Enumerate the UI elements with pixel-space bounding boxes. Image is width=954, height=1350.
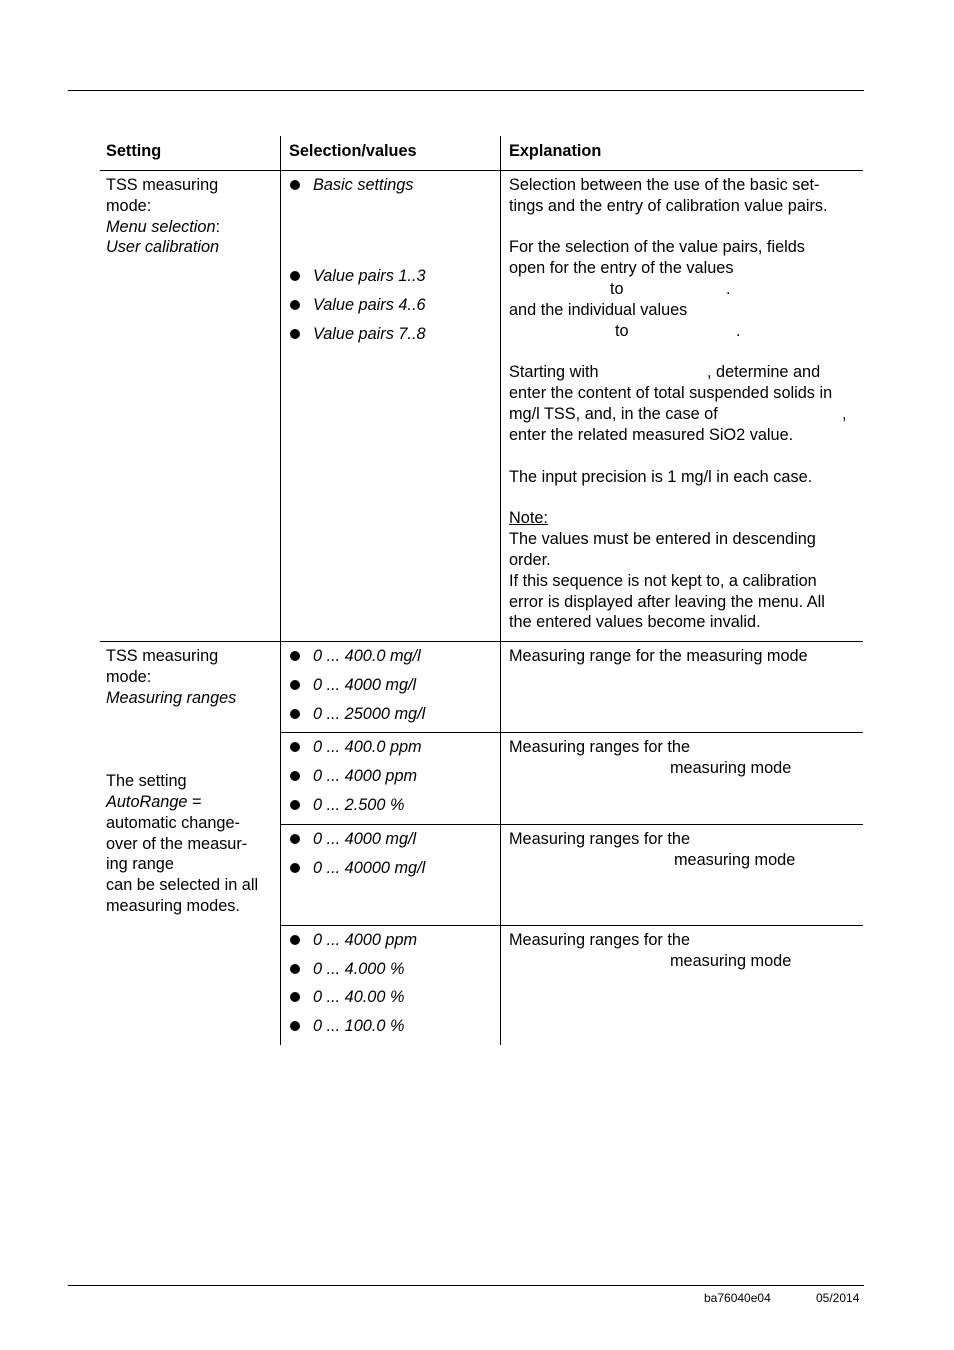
row1-expl-p2-l1: For the selection of the value pairs, fields	[509, 238, 805, 256]
column-header-setting: Setting	[106, 142, 162, 160]
groupA-bullet-1: 0 ... 400.0 mg/l	[313, 647, 421, 665]
autorange-line3: automatic change-	[106, 814, 240, 832]
row1-expl-p1-l2: tings and the entry of calibration value pairs.	[509, 197, 828, 215]
autorange-term: AutoRange	[106, 793, 188, 811]
row1-expl-p3-l2: enter the content of total suspended solids in	[509, 384, 833, 402]
groupA-explanation: Measuring range for the measuring mode	[509, 647, 808, 665]
row1-setting-line3	[106, 217, 220, 238]
row1-expl-p1-l1: Selection between the use of the basic set-	[509, 176, 820, 194]
groupC-explanation-l2: measuring mode	[674, 851, 796, 869]
row1-expl-p3-l1b: , determine and	[707, 363, 821, 381]
menu-selection-colon: :	[215, 218, 221, 236]
groupD-bullet-3: 0 ... 40.00 %	[313, 988, 405, 1006]
row1-expl-p4: The input precision is 1 mg/l in each case.	[509, 468, 813, 486]
row1-bullet-2: Value pairs 1..3	[313, 267, 426, 285]
groupB-divider	[281, 824, 863, 825]
row1-expl-p5-l1: The values must be entered in descending	[509, 530, 816, 548]
bullet-icon	[290, 771, 300, 781]
row2-setting-line2: mode:	[106, 668, 152, 686]
row1-expl-p2-l3-to: to	[610, 280, 624, 298]
row1-expl-p2-l5-to: to	[615, 322, 629, 340]
bullet-icon	[290, 1021, 300, 1031]
row1-bullet-1: Basic settings	[313, 176, 414, 194]
autorange-line6: can be selected in all	[106, 876, 259, 894]
row1-expl-p5-l4: error is displayed after leaving the menu. All	[509, 593, 825, 611]
column-divider-2	[500, 136, 501, 1045]
bullet-icon	[290, 863, 300, 873]
autorange-line1: The setting	[106, 772, 187, 790]
bullet-icon	[290, 992, 300, 1002]
autorange-line5: ing range	[106, 855, 174, 873]
row1-expl-p3-l4: enter the related measured SiO2 value.	[509, 426, 794, 444]
groupC-bullet-1: 0 ... 4000 mg/l	[313, 830, 417, 848]
bullet-icon	[290, 834, 300, 844]
row1-setting-line1: TSS measuring	[106, 176, 219, 194]
autorange-line4: over of the measur-	[106, 835, 248, 853]
menu-selection-label: Menu selection	[106, 218, 216, 236]
groupA-bullet-3: 0 ... 25000 mg/l	[313, 705, 426, 723]
groupB-explanation-l2: measuring mode	[670, 759, 792, 777]
row1-bullet-3: Value pairs 4..6	[313, 296, 426, 314]
groupD-bullet-2: 0 ... 4.000 %	[313, 960, 405, 978]
groupA-divider	[281, 732, 863, 733]
row1-expl-p5-l3: If this sequence is not kept to, a calibration	[509, 572, 817, 590]
groupC-divider	[281, 925, 863, 926]
row1-expl-p3-l3b: ,	[842, 405, 847, 423]
bullet-icon	[290, 709, 300, 719]
row1-expl-p3-l1a: Starting with	[509, 363, 599, 381]
row1-setting-line4: User calibration	[106, 238, 220, 256]
row1-expl-p2-l4: and the individual values	[509, 301, 688, 319]
row1-expl-note: Note:	[509, 509, 548, 527]
bullet-icon	[290, 680, 300, 690]
groupB-bullet-3: 0 ... 2.500 %	[313, 796, 405, 814]
bullet-icon	[290, 935, 300, 945]
bullet-icon	[290, 300, 300, 310]
bullet-icon	[290, 800, 300, 810]
autorange-line7: measuring modes.	[106, 897, 240, 915]
footer-date: 05/2014	[816, 1291, 860, 1305]
groupD-explanation-l2: measuring mode	[670, 952, 792, 970]
row1-bullet-4: Value pairs 7..8	[313, 325, 426, 343]
bullet-icon	[290, 271, 300, 281]
row1-setting-line2: mode:	[106, 197, 152, 215]
groupB-explanation-l1: Measuring ranges for the	[509, 738, 691, 756]
groupD-explanation-l1: Measuring ranges for the	[509, 931, 691, 949]
row2-setting-line1: TSS measuring	[106, 647, 219, 665]
bullet-icon	[290, 964, 300, 974]
row1-expl-p2-l5-dot: .	[736, 322, 741, 340]
bullet-icon	[290, 742, 300, 752]
groupC-bullet-2: 0 ... 40000 mg/l	[313, 859, 426, 877]
bullet-icon	[290, 180, 300, 190]
top-rule	[68, 90, 864, 91]
groupB-bullet-2: 0 ... 4000 ppm	[313, 767, 418, 785]
row1-expl-p3-l3a: mg/l TSS, and, in the case of	[509, 405, 718, 423]
autorange-line2	[106, 792, 202, 813]
row1-expl-p5-l2: order.	[509, 551, 551, 569]
row1-expl-p2-l2: open for the entry of the values	[509, 259, 734, 277]
groupD-bullet-4: 0 ... 100.0 %	[313, 1017, 405, 1035]
footer-doc-id: ba76040e04	[704, 1291, 771, 1305]
row2-setting-line3: Measuring ranges	[106, 689, 237, 707]
groupD-bullet-1: 0 ... 4000 ppm	[313, 931, 418, 949]
groupB-bullet-1: 0 ... 400.0 ppm	[313, 738, 422, 756]
header-row-divider	[100, 170, 863, 171]
row1-divider	[100, 641, 863, 642]
bullet-icon	[290, 651, 300, 661]
bottom-rule	[68, 1285, 864, 1286]
row1-expl-p5-l5: the entered values become invalid.	[509, 613, 761, 631]
column-divider-1	[280, 136, 281, 1045]
row1-expl-p2-l3-dot: .	[726, 280, 731, 298]
bullet-icon	[290, 329, 300, 339]
groupA-bullet-2: 0 ... 4000 mg/l	[313, 676, 417, 694]
column-header-explanation: Explanation	[509, 142, 602, 160]
groupC-explanation-l1: Measuring ranges for the	[509, 830, 691, 848]
autorange-eq: =	[187, 793, 202, 811]
column-header-selection: Selection/values	[289, 142, 417, 160]
